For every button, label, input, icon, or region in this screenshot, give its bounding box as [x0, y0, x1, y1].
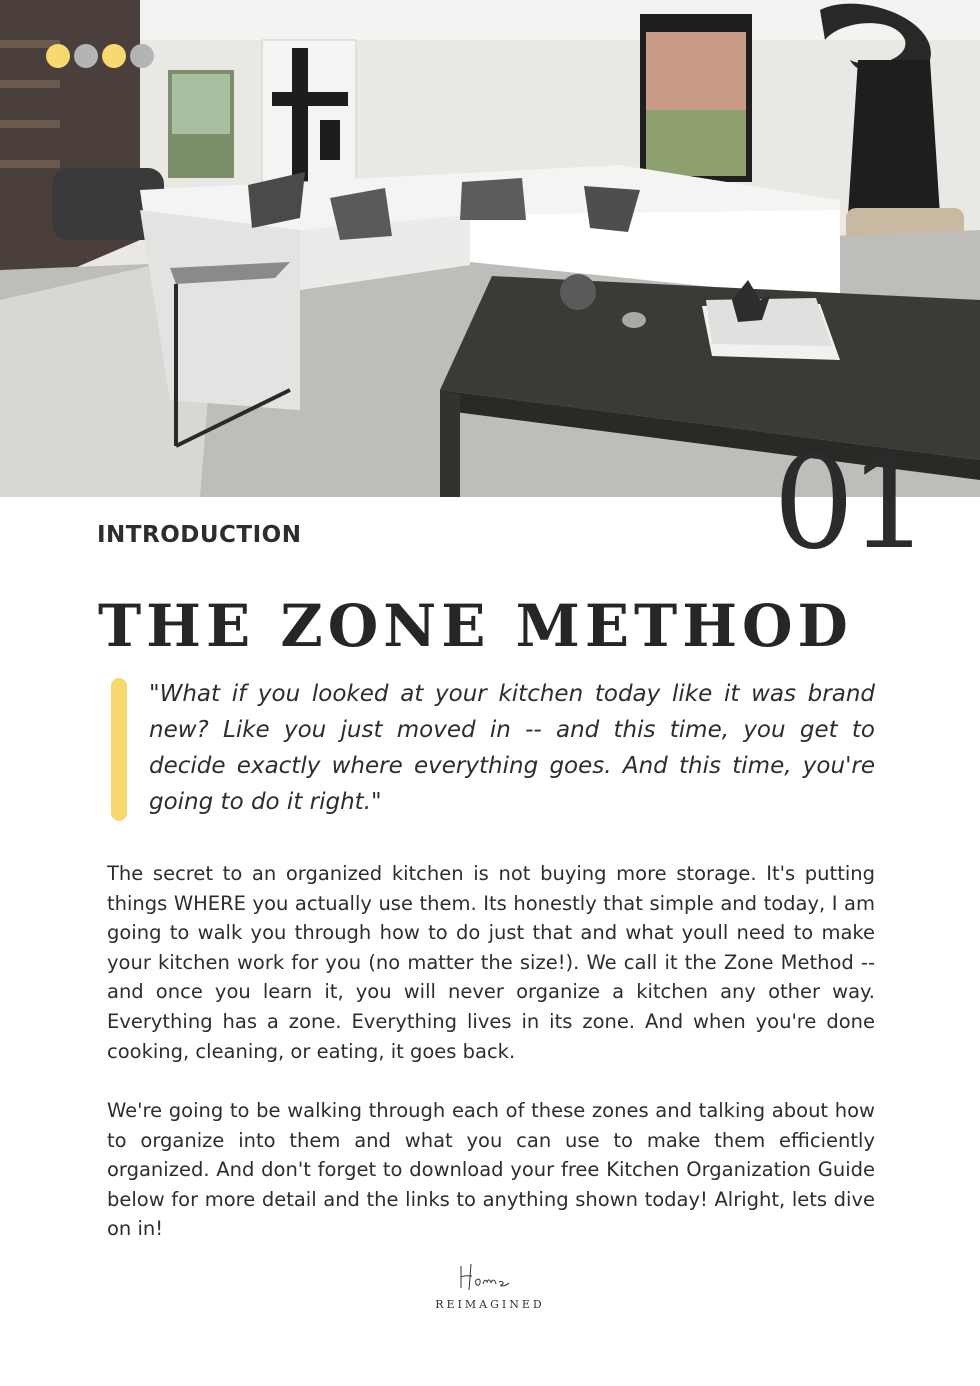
body-paragraph-1: The secret to an organized kitchen is not buying more storage. It's putting things WHERE you actually use them. Its honestly that simple and today, I am going to walk you through how to do just that and what youll need to make your kitchen work for you (no matter the size!). We call it the Zone Method -- and once you learn it, you will never organize a kitchen any other way. Everything has a zone. Everything lives in its zone. And when you're done cooking, cleaning, or eating, it goes back.	[107, 862, 875, 1063]
quote-accent-bar	[111, 678, 127, 821]
dot-3	[102, 44, 126, 68]
body-paragraph-2: We're going to be walking through each of these zones and talking about how to organize into them and what you can use to make them efficiently organized. And don't forget to download your free Kitchen Organization Guide below for more detail and the links to anything shown today! Alright, lets dive on in!	[107, 1099, 875, 1241]
chapter-number: 01	[773, 429, 924, 578]
dot-2	[74, 44, 98, 68]
brand-logo	[420, 1262, 560, 1311]
dot-4	[130, 44, 154, 68]
pull-quote: "What if you looked at your kitchen today like it was brand new? Like you just moved in -- and this time, you get to decide exactly where everything goes. And this time, you're going to do it right."	[149, 681, 875, 815]
living-room-photo	[0, 0, 980, 497]
page-title: THE ZONE METHOD	[98, 592, 853, 660]
logo-script	[420, 1262, 560, 1294]
hero-image	[0, 0, 980, 497]
home-signature-icon	[455, 1262, 525, 1294]
section-label: INTRODUCTION	[97, 522, 302, 548]
decorative-dots	[46, 44, 154, 68]
dot-1	[46, 44, 70, 68]
logo-text: REIMAGINED	[435, 1298, 545, 1311]
